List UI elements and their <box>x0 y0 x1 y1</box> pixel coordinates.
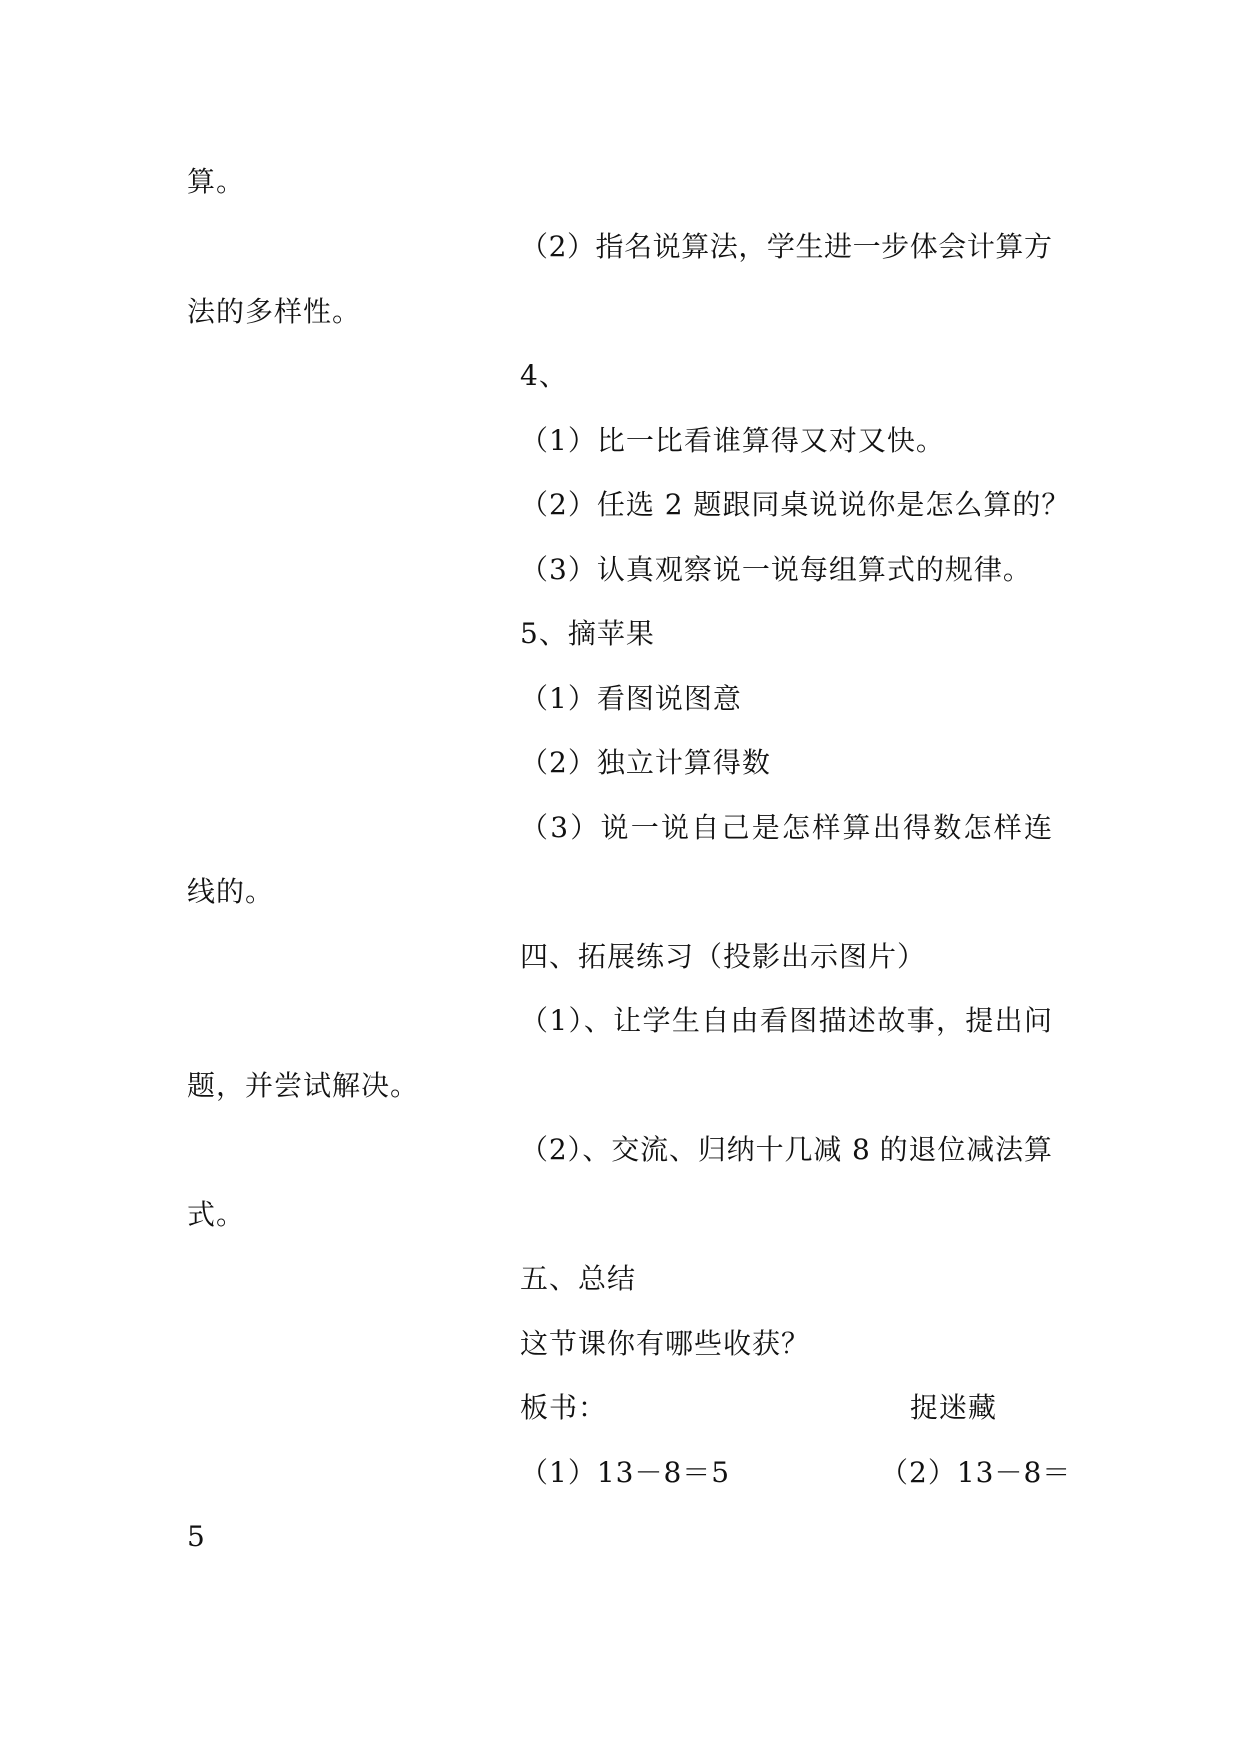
board-label: 板书： <box>520 1391 608 1424</box>
section-heading: 4、 <box>520 359 568 392</box>
section-heading: 5、摘苹果 <box>520 617 655 650</box>
text-line: （2）独立计算得数 <box>520 746 771 779</box>
text-line: 法的多样性。 <box>187 295 362 328</box>
text-line: （2）指名说算法，学生进一步体会计算方 <box>520 230 1052 263</box>
section-heading: 四、拓展练习（投影出示图片） <box>520 940 927 973</box>
text-line: （3）认真观察说一说每组算式的规律。 <box>520 553 1032 586</box>
text-line: 这节课你有哪些收获？ <box>520 1327 811 1360</box>
text-line: （3）说一说自己是怎样算出得数怎样连 <box>520 811 1052 844</box>
text-line: 算。 <box>187 165 246 198</box>
section-heading: 五、总结 <box>520 1262 637 1295</box>
board-title: 捉迷藏 <box>910 1391 998 1424</box>
text-line: 式。 <box>187 1198 246 1231</box>
text-line: （1）、让学生自由看图描述故事，提出问 <box>520 1004 1052 1037</box>
text-line: 线的。 <box>187 875 275 908</box>
text-line: 5 <box>187 1520 206 1553</box>
text-line: （1）比一比看谁算得又对又快。 <box>520 424 945 457</box>
text-line: （1）看图说图意 <box>520 682 742 715</box>
text-line: （2）任选 2 题跟同桌说说你是怎么算的？ <box>520 488 1071 521</box>
text-line: （2）、交流、归纳十几减 8 的退位减法算 <box>520 1133 1052 1166</box>
text-line: 题，并尝试解决。 <box>187 1069 420 1102</box>
equation: （2）13－8＝ <box>880 1456 1072 1489</box>
equation: （1）13－8＝5 <box>520 1456 731 1489</box>
